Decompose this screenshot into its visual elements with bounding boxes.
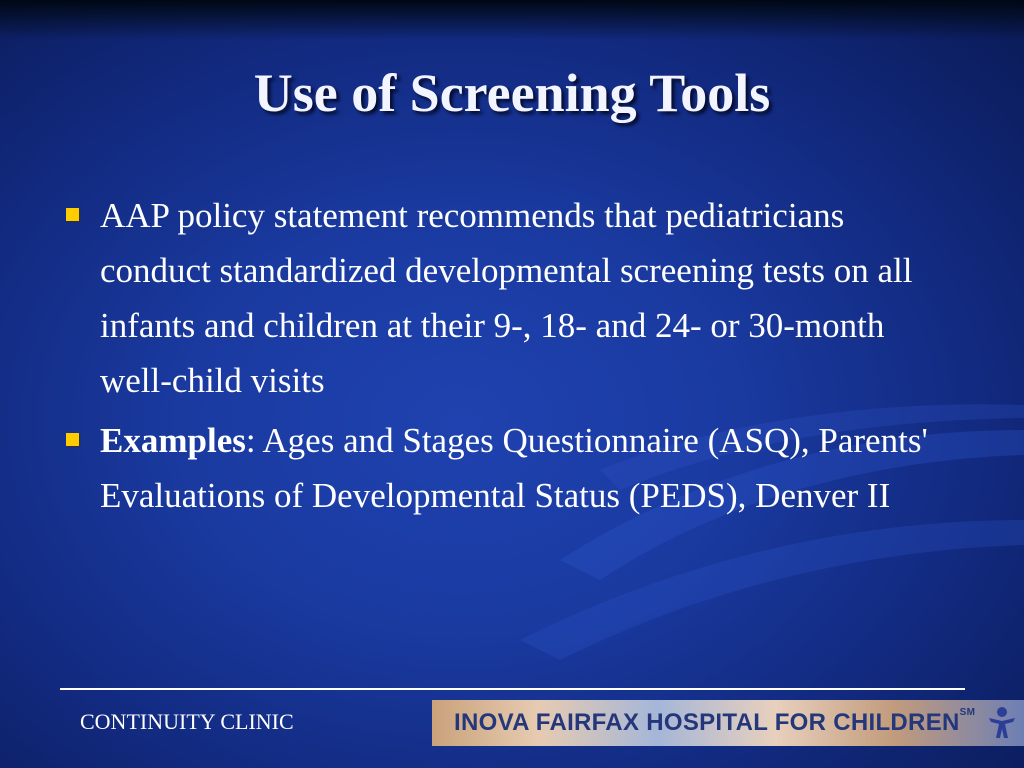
bullet-text: : Ages and Stages Questionnaire (ASQ), Parents' Evaluations of Developmental Status (PEDS), Denver II: [100, 421, 928, 515]
footer-clinic-label: CONTINUITY CLINIC: [80, 709, 294, 734]
bullet-list: [62, 188, 962, 528]
bullet-item-examples: [62, 413, 962, 523]
bullet-bold-label: Examples: [100, 421, 246, 460]
hospital-banner-text: [454, 709, 975, 737]
hospital-banner: [432, 700, 1024, 746]
square-bullet-icon: [66, 433, 79, 446]
footer-divider: [60, 688, 965, 690]
hospital-name: INOVA FAIRFAX HOSPITAL FOR CHILDREN: [454, 709, 960, 736]
bullet-text: AAP policy statement recommends that pediatricians conduct standardized developmental screening tests on all infants and children at their 9-, 18- and 24- or 30-month well-child visits: [100, 196, 913, 400]
bullet-item-policy: [62, 188, 962, 408]
child-figure-logo-icon: [986, 706, 1018, 740]
slide-title: Use of Screening Tools: [253, 63, 771, 123]
service-mark: SM: [959, 707, 976, 718]
square-bullet-icon: [66, 208, 79, 221]
